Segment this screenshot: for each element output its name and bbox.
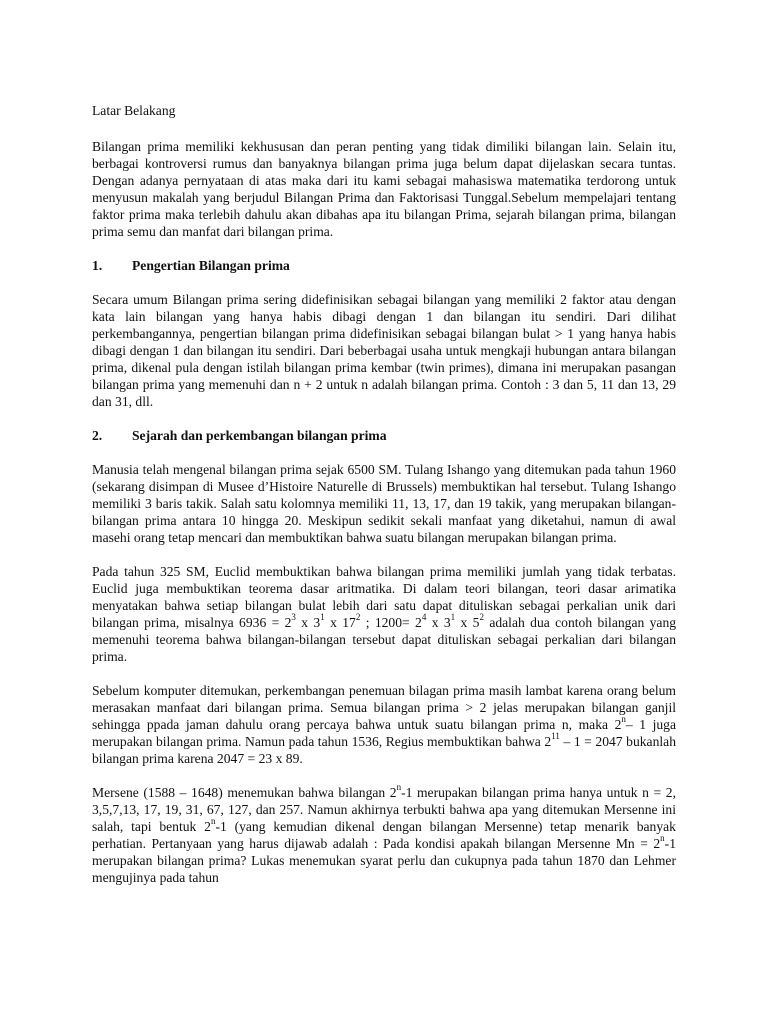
- text-run: x 5: [455, 615, 480, 630]
- superscript: 2: [479, 612, 484, 623]
- superscript: 11: [551, 731, 560, 742]
- text-run: adalah dua contoh bilangan yang memenuhi teorema bahwa bilangan-bilangan tersebut dapat dituliskan sebagai perkalian dari bilangan prima.: [92, 615, 677, 664]
- text-run: x 17: [324, 615, 356, 630]
- section-2-number: 2.: [92, 428, 103, 443]
- text-run: Sebelum komputer ditemukan, perkembangan penemuan bilagan prima masih lambat karena orang belum merasakan manfaat dari bilangan prima. Semua bilangan prima > 2 jelas merupakan bilangan ganjil sehingga ppada jaman dahulu orang percaya bahwa untuk suatu bilangan prima n, maka 2: [92, 683, 676, 732]
- superscript: 1: [320, 612, 325, 623]
- superscript: n: [660, 833, 665, 844]
- section-2-title-text: Sejarah dan perkembangan bilangan prima: [132, 428, 387, 443]
- text-run: ; 1200= 2: [360, 615, 422, 630]
- text-run: Mersene (1588 – 1648) menemukan bahwa bilangan 2: [92, 785, 397, 800]
- section-1-title-text: Pengertian Bilangan prima: [132, 258, 290, 273]
- text-run: Pada tahun 325 SM, Euclid membuktikan bahwa bilangan prima memiliki jumlah yang tidak terbatas. Euclid juga membuktikan teorema dasar aritmatika. Di dalam teori bilangan, teori dasar arimatika menyatakan bahwa setiap bilangan bulat lebih dari satu dapat dituliskan sebagai perkalian unik dari bilangan prima, misalnya 6936 = 2: [92, 564, 676, 630]
- superscript: 4: [421, 612, 427, 623]
- section-1-title: [92, 257, 676, 274]
- superscript: 1: [450, 612, 456, 623]
- section-2-paragraph-2: [92, 563, 676, 665]
- section-2-title: [92, 427, 676, 444]
- text-run: -1 (yang kemudian dikenal dengan bilangan Mersenne) tetap menarik banyak perhatian. Pertanyaan yang harus dijawab adalah : Pada kondisi apakah bilangan Mersenne Mn = 2: [92, 819, 676, 851]
- section-2-paragraph-4: [92, 784, 676, 886]
- section-1-paragraph: Secara umum Bilangan prima sering didefinisikan sebagai bilangan yang memiliki 2 faktor atau dengan kata lain bilangan yang hanya habis dibagi dengan 1 dan bilangan itu sendiri. Dari dilihat perkembangannya, pengertian bilangan prima didefinisikan sebagai bilangan bulat > 1 yang hanya habis dibagi dengan 1 dan bilangan itu sendiri. Dari beberbagai usaha untuk mengkaji hubungan antara bilangan prima, dikenal pula dengan istilah bilangan prima kembar (twin primes), dimana ini merupakan pasangan bilangan prima yang memenuhi dan n + 2 untuk n adalah bilangan prima. Contoh : 3 dan 5, 11 dan 13, 29 dan 31, dll.: [92, 292, 676, 409]
- text-run: – 1 = 2047 bukanlah bilangan prima karena 2047 = 23 x 89.: [92, 734, 676, 766]
- text-run: x 3: [426, 615, 451, 630]
- text-run: -1 merupakan bilangan prima hanya untuk n = 2, 3,5,7,13, 17, 19, 31, 67, 127, dan 257. Namun akhirnya terbukti bahwa apa yang ditemukan Mersenne ini salah, tapi bentuk 2: [92, 785, 676, 834]
- text-run: – 1 juga merupakan bilangan prima. Namun pada tahun 1536, Regius membuktikan bahwa 2: [92, 717, 676, 749]
- text-run: -1 merupakan bilangan prima? Lukas menemukan syarat perlu dan cukupnya pada tahun 1870 dan Lehmer mengujinya pada tahun: [92, 836, 676, 885]
- intro-paragraph: Bilangan prima memiliki kekhususan dan peran penting yang tidak dimiliki bilangan lain. Selain itu, berbagai kontroversi rumus dan banyaknya bilangan prima juga belum dapat dijelaskan secara tuntas. Dengan adanya pernyataan di atas maka dari itu kami sebagai mahasiswa matematika terdorong untuk menyusun makalah yang berjudul Bilangan Prima dan Faktorisasi Tunggal.Sebelum mempelajari tentang faktor prima maka terlebih dahulu akan dibahas apa itu bilangan Prima, sejarah bilangan prima, bilangan prima semu dan manfat dari bilangan prima.: [92, 139, 676, 239]
- section-1-number: 1.: [92, 258, 103, 273]
- document-heading: Latar Belakang: [92, 103, 176, 118]
- text-run: x 3: [295, 615, 321, 630]
- document-page: [92, 102, 676, 903]
- superscript: 2: [355, 612, 361, 623]
- superscript: n: [621, 714, 626, 725]
- superscript: 3: [291, 612, 296, 623]
- section-2-paragraph-1: Manusia telah mengenal bilangan prima sejak 6500 SM. Tulang Ishango yang ditemukan pada tahun 1960 (sekarang disimpan di Musee d’Histoire Naturelle di Brussels) membuktikan hal tersebut. Tulang Ishango memiliki 3 baris takik. Salah satu kolomnya memiliki 11, 13, 17, dan 19 takik, yang merupakan bilangan-bilangan prima antara 10 hingga 20. Meskipun sedikit sekali manfaat yang diketahui, namun di awal masehi orang tetap mencari dan membuktikan bahwa suatu bilangan merupakan bilangan prima.: [92, 462, 676, 545]
- superscript: n: [396, 782, 402, 793]
- superscript: n: [210, 816, 216, 827]
- section-2-paragraph-3: [92, 682, 676, 767]
